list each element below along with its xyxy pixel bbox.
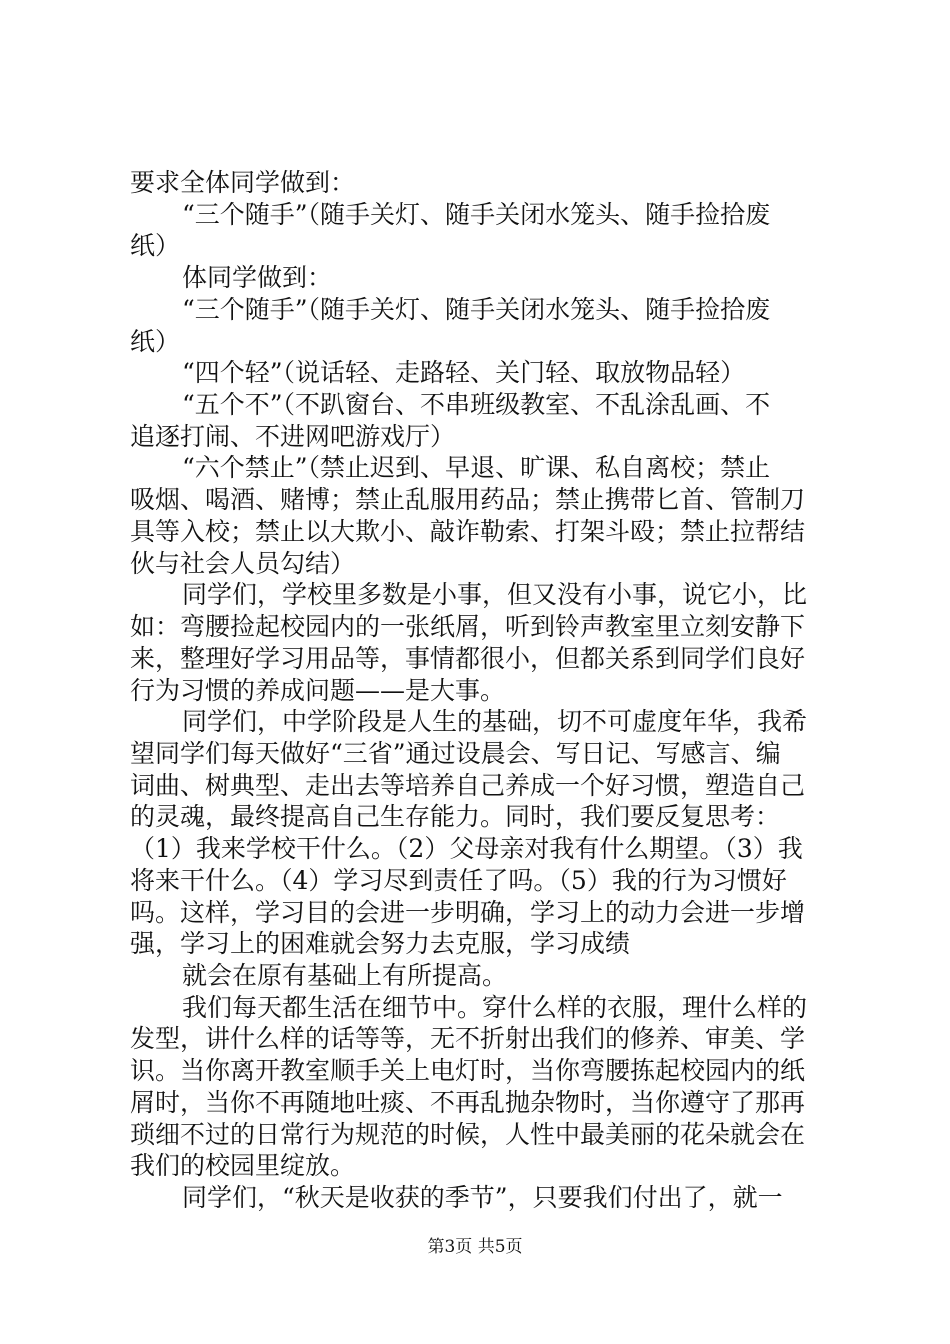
text-line: 如：弯腰捡起校园内的一张纸屑，听到铃声教室里立刻安静下 xyxy=(130,612,806,641)
text-line: “三个随手”（随手关灯、随手关闭水笼头、随手捡拾废 xyxy=(182,200,771,229)
text-line: “五个不”（不趴窗台、不串班级教室、不乱涂乱画、不 xyxy=(182,390,771,419)
text-line: 就会在原有基础上有所提高。 xyxy=(182,961,508,990)
text-line: 我们每天都生活在细节中。穿什么样的衣服，理什么样的 xyxy=(182,993,808,1022)
text-line: 追逐打闹、不进网吧游戏厅） xyxy=(130,422,456,451)
text-line: 我们的校园里绽放。 xyxy=(130,1151,356,1180)
text-line: 识。当你离开教室顺手关上电灯时，当你弯腰拣起校园内的纸 xyxy=(130,1056,806,1085)
text-line: 吸烟、喝酒、赌博；禁止乱服用药品；禁止携带匕首、管制刀 xyxy=(130,485,806,514)
text-line: 将来干什么。（4）学习尽到责任了吗。（5）我的行为习惯好 xyxy=(130,866,787,895)
text-line: 强，学习上的困难就会努力去克服，学习成绩 xyxy=(130,929,631,958)
text-line: 琐细不过的日常行为规范的时候，人性中最美丽的花朵就会在 xyxy=(130,1120,806,1149)
text-line: 吗。这样，学习目的会进一步明确，学习上的动力会进一步增 xyxy=(130,898,806,927)
text-line: 的灵魂，最终提高自己生存能力。同时，我们要反复思考： xyxy=(130,802,781,831)
text-line: 伙与社会人员勾结） xyxy=(130,549,356,578)
text-line: “六个禁止”（禁止迟到、早退、旷课、私自离校；禁止 xyxy=(182,453,771,482)
text-line: 纸） xyxy=(130,231,181,260)
text-line: 具等入校；禁止以大欺小、敲诈勒索、打架斗殴；禁止拉帮结 xyxy=(130,517,806,546)
text-line: 同学们，“秋天是收获的季节”，只要我们付出了，就一 xyxy=(182,1183,783,1212)
text-line: “三个随手”（随手关灯、随手关闭水笼头、随手捡拾废 xyxy=(182,295,771,324)
text-line: 来，整理好学习用品等，事情都很小，但都关系到同学们良好 xyxy=(130,644,806,673)
text-line: “四个轻”（说话轻、走路轻、关门轻、取放物品轻） xyxy=(182,358,746,387)
text-line: 体同学做到： xyxy=(182,263,333,292)
text-line: 屑时，当你不再随地吐痰、不再乱抛杂物时，当你遵守了那再 xyxy=(130,1088,806,1117)
page-number: 第3页 共5页 xyxy=(427,1237,523,1257)
text-line: 同学们，学校里多数是小事，但又没有小事，说它小，比 xyxy=(182,580,808,609)
text-line: 词曲、树典型、走出去等培养自己养成一个好习惯，塑造自己 xyxy=(130,771,806,800)
text-line: 发型，讲什么样的话等等，无不折射出我们的修养、审美、学 xyxy=(130,1024,806,1053)
text-line: 纸） xyxy=(130,327,181,356)
text-line: 同学们，中学阶段是人生的基础，切不可虚度年华，我希 xyxy=(182,707,808,736)
text-line: 行为习惯的养成问题——是大事。 xyxy=(130,676,506,705)
text-line: （1）我来学校干什么。（2）父母亲对我有什么期望。（3）我 xyxy=(130,834,803,863)
text-line: 要求全体同学做到： xyxy=(130,168,356,197)
text-line: 望同学们每天做好“三省”通过设晨会、写日记、写感言、编 xyxy=(130,739,781,768)
